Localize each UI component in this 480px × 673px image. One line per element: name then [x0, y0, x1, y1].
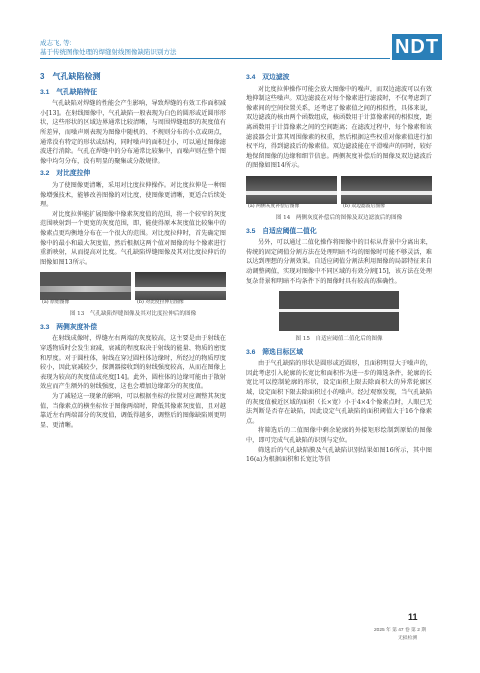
page-number: 11	[408, 612, 418, 622]
journal-issue: 2025 年 第 47 卷 第 2 期	[374, 628, 426, 633]
figure-subcaption: (b) 对比度拉伸后图像	[135, 300, 226, 306]
figure-subcaption: (b) 双边滤波后图像	[341, 204, 432, 210]
paragraph: 在射线成像时，焊缝左右两端的灰度较高，这主要是由于射线在穿透物质时会发生衰减，衰减的程度取决于射线的能量、物质的密度和厚度。对于圆柱体，射线在穿过圆柱体边缘时，所经过的物质厚度较小，因此衰减较少，探测器接收到的射线强度较高，从而在图像上表现为较高的灰度值或亮度[14]。此外，圆柱体的边缘可能由于散射效应而产生额外的射线强度，这也会增加边缘部分的灰度值。	[40, 335, 226, 391]
figure-15	[279, 291, 399, 345]
journal-logo: NDT	[392, 34, 442, 60]
figure-subcaption: (a) 两侧灰度补偿后图像	[246, 204, 337, 210]
subsection-title: 3.6 筛选目标区域	[246, 348, 304, 356]
figure-13b-image	[135, 272, 226, 306]
figure-13	[40, 272, 226, 320]
paragraph: 对比度拉伸能扩展图像中像素灰度值的范围，将一个较窄的灰度范围映射到一个更宽的灰度范围，即，能使得原本灰度值比较集中的像素点更均衡地分布在一个很大的范围。对比度拉伸时，首先确定图像中的最小和最大灰度值，然后根据这两个值对图像的每个像素进行重新映射，从而提高对比度。气孔缺陷焊缝图像及其对比度拉伸后的图像如图13所示。	[40, 210, 226, 266]
paragraph: 为了使图像更清晰，采用对比度拉伸操作。对比度拉伸是一种图像增强技术，能够改善图像的对比度，使图像更清晰，更适合后续处理。	[40, 181, 226, 209]
header-authors: 成志飞, 等:	[40, 40, 72, 47]
paragraph: 为了减轻这一现象的影响，可以根据坐标的位置对应调整其灰度值，当像素点的横坐标位于图像两端时，降低其像素灰度值，且对越靠近左右两端部分的灰度值，调低得越多，调整后的图像缺陷则更明显、更清晰。	[40, 393, 226, 429]
paragraph: 另外，可以通过二值化操作将图像中的目标从背景中分离出来，传统的固定阈值分割方法在处理明暗不均的图像时可能不够灵活，难以达到理想的分割效果。自适应阈值分割法利用图像的局部特征来自动调整阈值，实现对图像中不同区域的有效分割[15]，该方法在处理复杂背景和明暗不均条件下的图像时具有较高的准确性。	[246, 239, 432, 285]
figure-14b-image	[341, 176, 432, 210]
paragraph: 气孔缺陷对焊缝的性能会产生影响，导致焊缝的有效工作面积减小[13]。在射线图像中，气孔缺陷一般表现为白色的圆形或近圆形形状，这些形状的区域边界通常比较清晰，与周围焊缝组织的灰度值有所差异，而噪声则表现为图像中随机的、不规则分布的小点或斑点，通常没有特定的形状或结构，同时噪声的面积过小，可以通过图像滤波进行消除。气孔在焊缝中的分布通常比较集中，而噪声则在整个图像中均匀分布，没有明显的聚集或分散规律。	[40, 100, 226, 165]
subsection-title: 3.5 自适应阈值二值化	[246, 227, 317, 235]
weld-stripe	[135, 287, 226, 291]
figure-caption: 图 13 气孔缺陷焊缝图像及其对比度拉伸后的图像	[69, 311, 197, 318]
subsection-title: 3.4 双边滤波	[246, 74, 290, 81]
figure-subcaption: (a) 原始图像	[40, 300, 131, 306]
weld-stripe	[279, 309, 399, 312]
paragraph: 筛选后的气孔缺陷膜及气孔缺陷识别结果如图16所示，其中图16(a)为根据面积和长宽比等信	[246, 446, 432, 464]
paragraph: 由于气孔缺陷的形状是圆形或近圆形，且面积明显大于噪声的，因此考虑引入轮廓的长宽比和面积作为进一步的筛选条件，轮廓的长宽比可以控制轮廓的形状，设定面积上限去除面积大的异常轮廓区域，设定面积下限去除面积过小的噪声。经过观察发现，当气孔缺陷的灰度值被近区域的面积（长×宽）小于4×4个像素点时，人眼已无法判断是否存在缺陷，因此设定气孔缺陷的面积阈值大于16个像素点。	[246, 360, 432, 425]
figure-14a-image	[246, 176, 337, 210]
weld-stripe	[341, 191, 432, 195]
subsection-title: 3.1 气孔缺陷特征	[40, 88, 98, 96]
figure-13a-image	[40, 272, 131, 306]
figure-caption: 图 14 两侧灰度补偿后的图像及双边滤波后的图像	[275, 214, 403, 221]
figure-15-image	[279, 291, 399, 331]
journal-name: 无损检测	[398, 636, 418, 641]
subsection-title: 3.2 对比度拉伸	[40, 170, 91, 178]
section-title: 3 气孔缺陷检测	[40, 72, 101, 81]
paragraph: 对比度拉伸操作可能会放大图像中的噪声，而双边滤波可以有效地抑制这些噪声。双边滤波在对每个像素进行滤波时，不仅考虑到了像素间的空间位置关系，还考虑了像素值之间的相似性，具体来说，双边滤波的核由两个函数组成，核函数用于计算像素间的相似度，距离函数用于计算像素之间的空间距离；在滤波过程中，每个像素和该滤波器会计算其周围像素的权重，然后根据这些权重对像素值进行加权平均，得到滤波后的像素值。双边滤波能在平滑噪声的同时，较好地保留图像的边缘和细节信息。两侧灰度补偿后的图像及双边滤波后的图像如图14所示。	[246, 85, 432, 170]
header-rule	[40, 58, 390, 59]
subsection-title: 3.3 两侧灰度补偿	[40, 323, 98, 331]
header-article-title: 基于传统图像处理的焊缝射线图像缺陷识别方法	[40, 49, 177, 56]
weld-stripe	[40, 286, 131, 292]
weld-stripe	[246, 191, 337, 195]
paragraph: 将筛选后的二值图像中剩余轮廓的外接矩形绘制到原始的图像中，即可完成气孔缺陷的识别与定位。	[246, 427, 432, 445]
left-column	[40, 70, 226, 430]
figure-caption: 图 15 自适应阈值二值化后的图像	[295, 336, 383, 343]
figure-14	[246, 176, 432, 224]
right-column	[246, 70, 432, 465]
